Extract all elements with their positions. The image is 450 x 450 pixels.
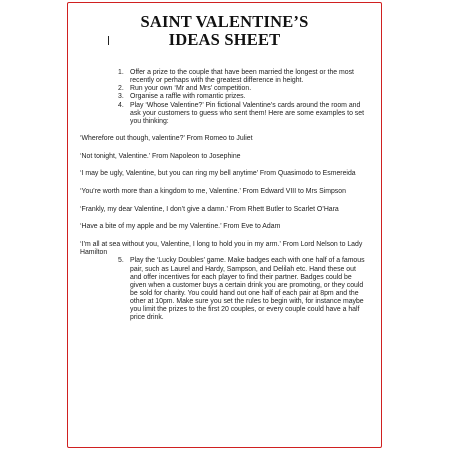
document-body [80,69,365,323]
list-item-number: 3. [118,93,124,101]
quote-line: ‘Wherefore out though, valentine?’ From Romeo to Juliet [80,135,253,143]
list-item-number: 1. [118,69,124,76]
text-cursor [108,36,109,45]
list-item-text: Offer a prize to the couple that have been married the longest or the most recently or perhaps with the greatest difference in height. [130,69,354,85]
list-item [80,257,365,322]
list-item [80,69,365,85]
title-line-1: SAINT VALENTINE’S [140,12,309,31]
quote-line: ‘Have a bite of my apple and be my Valentine.’ From Eve to Adam [80,223,281,231]
quote-examples [80,135,365,257]
quote-line: ‘Not tonight, Valentine.’ From Napoleon to Josephine [80,152,241,160]
list-item [80,85,365,93]
ideas-list-continued [80,257,365,322]
list-item-number: 5. [118,257,124,265]
document-page [67,2,382,448]
list-item-number: 4. [118,101,124,109]
list-item [80,102,365,126]
list-item-number: 2. [118,85,124,93]
list-item-text: Run your own ‘Mr and Mrs’ competition. [130,85,252,93]
list-item-text: Organise a raffle with romantic prizes. [130,93,246,101]
page-title [68,13,381,49]
ideas-list [80,69,365,126]
title-line-2: IDEAS SHEET [168,30,281,49]
quote-line: ‘Frankly, my dear Valentine, I don’t give a damn.’ From Rhett Butler to Scarlet O’Hara [80,205,339,213]
quote-line: ‘I’m all at sea without you, Valentine, I long to hold you in my arm.’ From Lord Nelson to Lady Hamilton [80,241,363,257]
list-item-text: Play the ‘Lucky Doubles’ game. Make badges each with one half of a famous pair, such as Laurel and Hardy, Sampson, and Delilah etc. Hand these out and offer incentives for each player to find their partner. Badges could be given when a customer buys a certain drink you are promoting, or they could be sold for charity. You could hand out one half of each pair at 8pm and the other at 10pm. Make sure you set the rules to begin with, for instance maybe you limit the prizes to the first 20 couples, or every couple could have a half price drink. [130,257,365,322]
quote-line: ‘You’re worth more than a kingdom to me, Valentine.’ From Edward VIII to Mrs Simpson [80,188,346,196]
list-item [80,93,365,101]
list-item-text: Play ‘Whose Valentine?’ Pin fictional Valentine’s cards around the room and ask your customers to guess who sent them! Here are some examples to set you thinking: [130,101,365,125]
quote-line: ‘I may be ugly, Valentine, but you can ring my bell anytime’ From Quasimodo to Esmereida [80,170,356,178]
